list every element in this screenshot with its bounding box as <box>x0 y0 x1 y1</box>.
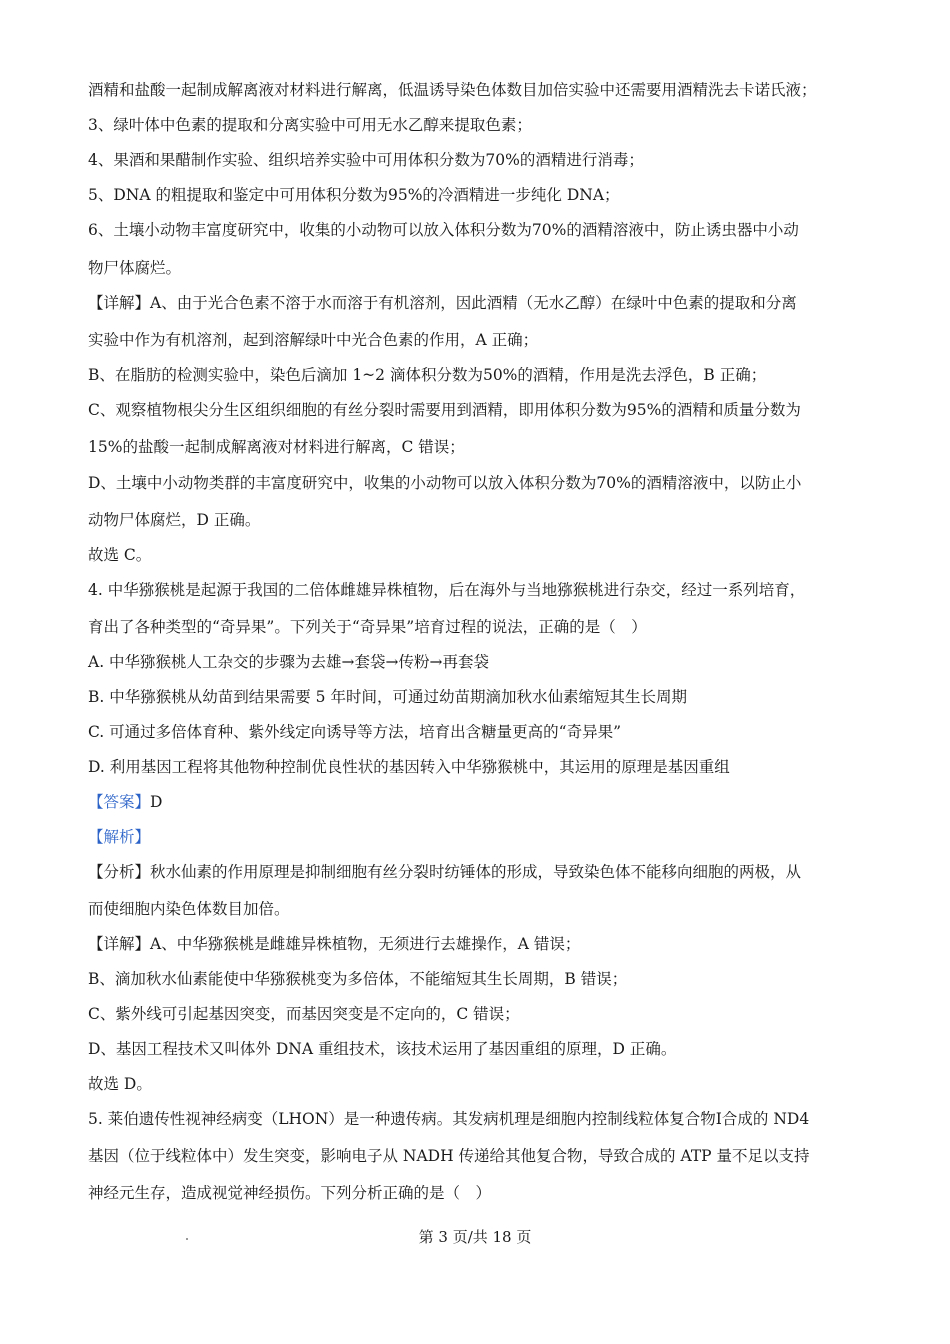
question-5-stem: 5. 莱伯遗传性视神经病变（LHON）是一种遗传病。其发病机理是细胞内控制线粒体复合物Ⅰ合成的 ND4 <box>88 1110 810 1128</box>
answer-value: D <box>150 793 163 811</box>
text-line: 酒精和盐酸一起制成解离液对材料进行解离，低温诱导染色体数目加倍实验中还需要用酒精洗去卡诺氏液； <box>88 81 817 99</box>
answer-tag: 【答案】 <box>88 793 151 811</box>
text-span: A、中华猕猴桃是雌雄异株植物，无须进行去雄操作，A 错误； <box>150 935 581 953</box>
answer-line <box>88 791 868 813</box>
text-line: B、滴加秋水仙素能使中华猕猴桃变为多倍体，不能缩短其生长周期，B 错误； <box>88 970 628 988</box>
analysis-line <box>88 826 868 848</box>
text-line: 15%的盐酸一起制成解离液对材料进行解离，C 错误； <box>88 438 465 456</box>
text-line: C、观察植物根尖分生区组织细胞的有丝分裂时需要用到酒精，即用体积分数为95%的酒精和质量分数为 <box>88 401 801 419</box>
text-line: 物尸体腐烂。 <box>88 259 182 277</box>
text-span: 秋水仙素的作用原理是抑制细胞有丝分裂时纺锤体的形成，导致染色体不能移向细胞的两极，从 <box>150 863 802 881</box>
text-line: 6、土壤小动物丰富度研究中，收集的小动物可以放入体积分数为70%的酒精溶液中，防止诱虫器中小动 <box>88 221 799 239</box>
analysis-tag: 【解析】 <box>88 828 151 846</box>
detail-tag: 【详解】 <box>88 294 151 312</box>
text-line: C、紫外线可引起基因突变，而基因突变是不定向的，C 错误； <box>88 1005 520 1023</box>
text-line: 5、DNA 的粗提取和鉴定中可用体积分数为95%的冷酒精进一步纯化 DNA； <box>88 186 620 204</box>
text-line: 动物尸体腐烂，D 正确。 <box>88 511 261 529</box>
fenxi-line <box>88 861 868 883</box>
text-line: 而使细胞内染色体数目加倍。 <box>88 900 290 918</box>
text-line: B、在脂肪的检测实验中，染色后滴加 1~2 滴体积分数为50%的酒精，作用是洗去浮色，B 正确； <box>88 366 767 384</box>
option-a: A. 中华猕猴桃人工杂交的步骤为去雄→套袋→传粉→再套袋 <box>88 653 490 671</box>
text-span: A、由于光合色素不溶于水而溶于有机溶剂，因此酒精（无水乙醇）在绿叶中色素的提取和分离 <box>150 294 797 312</box>
text-line: 4、果酒和果醋制作实验、组织培养实验中可用体积分数为70%的酒精进行消毒； <box>88 151 644 169</box>
text-line: 实验中作为有机溶剂，起到溶解绿叶中光合色素的作用，A 正确； <box>88 331 539 349</box>
question-4-stem: 4. 中华猕猴桃是起源于我国的二倍体雌雄异株植物，后在海外与当地猕猴桃进行杂交，经过一系列培育， <box>88 581 806 599</box>
option-b: B. 中华猕猴桃从幼苗到结果需要 5 年时间，可通过幼苗期滴加秋水仙素缩短其生长周期 <box>88 688 687 706</box>
text-line: D、基因工程技术又叫体外 DNA 重组技术，该技术运用了基因重组的原理，D 正确。 <box>88 1040 677 1058</box>
explanation-line <box>88 292 868 314</box>
text-line: 故选 C。 <box>88 546 152 564</box>
fenxi-tag: 【分析】 <box>88 863 151 881</box>
detail-tag: 【详解】 <box>88 935 151 953</box>
question-5-stem: 基因（位于线粒体中）发生突变，影响电子从 NADH 传递给其他复合物，导致合成的 ATP 量不足以支持 <box>88 1147 810 1165</box>
text-line: 3、绿叶体中色素的提取和分离实验中可用无水乙醇来提取色素； <box>88 116 532 134</box>
text-line: 故选 D。 <box>88 1075 152 1093</box>
option-d: D. 利用基因工程将其他物种控制优良性状的基因转入中华猕猴桃中，其运用的原理是基因重组 <box>88 758 730 776</box>
explanation-line <box>88 933 868 955</box>
question-4-stem: 育出了各种类型的“奇异果”。下列关于“奇异果”培育过程的说法，正确的是（ ） <box>88 618 647 636</box>
page-footer: 第 3 页/共 18 页 <box>418 1228 532 1246</box>
text-line: D、土壤中小动物类群的丰富度研究中，收集的小动物可以放入体积分数为70%的酒精溶液中，以防止小 <box>88 474 802 492</box>
option-c: C. 可通过多倍体育种、紫外线定向诱导等方法，培育出含糖量更高的“奇异果” <box>88 723 622 741</box>
question-5-stem: 神经元生存，造成视觉神经损伤。下列分析正确的是（ ） <box>88 1184 492 1202</box>
